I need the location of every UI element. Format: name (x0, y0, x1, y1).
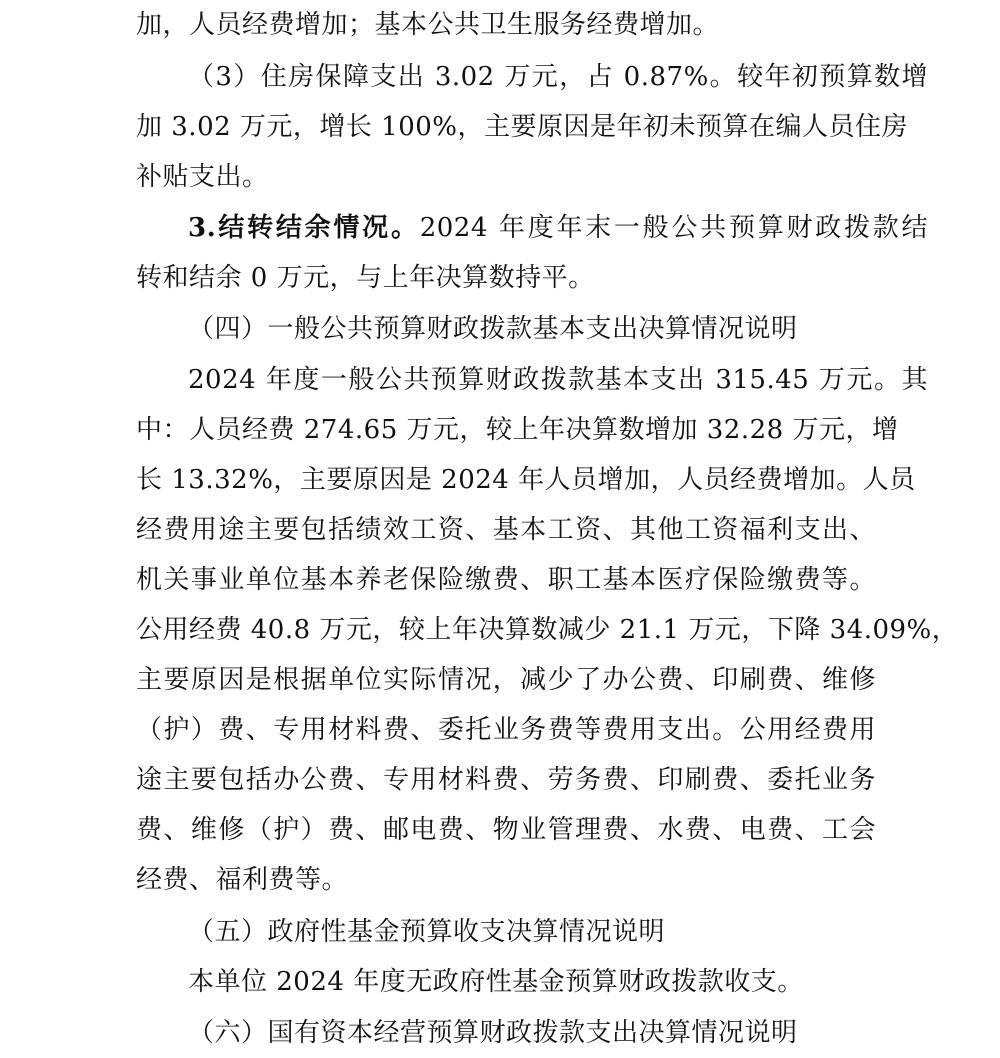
paragraph-line-11: 机关事业单位基本养老保险缴费、职工基本医疗保险缴费等。 (136, 565, 876, 595)
paragraph-line-17: 经费、福利费等。 (136, 865, 349, 895)
paragraph-line-7: 2024 年度一般公共预算财政拨款基本支出 315.45 万元。其 (188, 365, 928, 395)
paragraph-line-10: 经费用途主要包括绩效工资、基本工资、其他工资福利支出、 (136, 515, 876, 545)
paragraph-line-3: 加 3.02 万元，增长 100%，主要原因是年初未预算在编人员住房 (136, 112, 909, 142)
section-heading-5: （五）政府性基金预算收支决算情况说明 (188, 917, 666, 947)
paragraph-line-5 (136, 203, 928, 253)
paragraph-line-5-text: 2024 年度年末一般公共预算财政拨款结 (419, 213, 928, 243)
paragraph-line-2: （3）住房保障支出 3.02 万元，占 0.87%。较年初预算数增 (188, 62, 928, 92)
paragraph-line-1: 加，人员经费增加；基本公共卫生服务经费增加。 (136, 10, 720, 40)
paragraph-line-18: 本单位 2024 年度无政府性基金预算财政拨款收支。 (188, 967, 804, 997)
paragraph-line-8: 中：人员经费 274.65 万元，较上年决算数增加 32.28 万元，增 (136, 415, 899, 445)
paragraph-line-15: 途主要包括办公费、专用材料费、劳务费、印刷费、委托业务 (136, 765, 876, 795)
paragraph-line-4: 补贴支出。 (136, 162, 269, 192)
section-heading-6: （六）国有资本经营预算财政拨款支出决算情况说明 (188, 1018, 798, 1048)
paragraph-line-12: 公用经费 40.8 万元，较上年决算数减少 21.1 万元，下降 34.09%， (136, 615, 959, 645)
section-heading-4: （四）一般公共预算财政拨款基本支出决算情况说明 (188, 314, 798, 344)
bold-section-lead: 3.结转结余情况。 (188, 213, 420, 243)
paragraph-line-13: 主要原因是根据单位实际情况，减少了办公费、印刷费、维修 (136, 665, 876, 695)
paragraph-line-16: 费、维修（护）费、邮电费、物业管理费、水费、电费、工会 (136, 815, 876, 845)
paragraph-line-6: 转和结余 0 万元，与上年决算数持平。 (136, 263, 595, 293)
paragraph-line-14: （护）费、专用材料费、委托业务费等费用支出。公用经费用 (136, 715, 876, 745)
paragraph-line-9: 长 13.32%，主要原因是 2024 年人员增加，人员经费增加。人员 (136, 465, 916, 495)
